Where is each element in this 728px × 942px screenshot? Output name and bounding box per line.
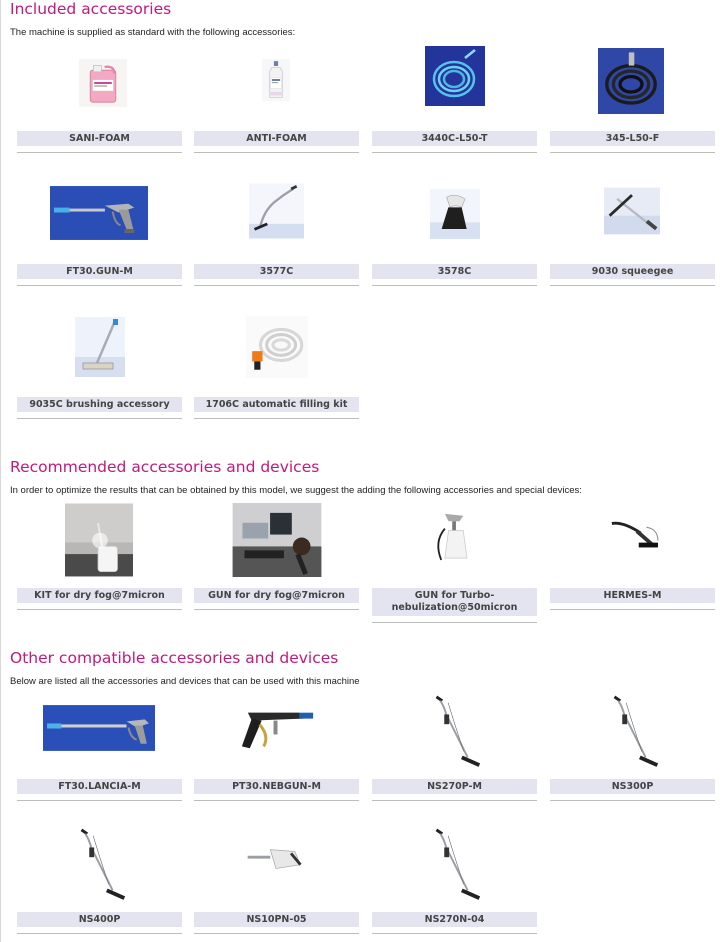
floor-nozzle-icon xyxy=(430,187,480,241)
accessory-label[interactable]: 9035C brushing accessory xyxy=(17,397,182,412)
hand-nozzle-icon xyxy=(242,836,308,884)
accessory-label[interactable]: NS300P xyxy=(550,779,715,794)
wand-floor-tool-icon xyxy=(69,826,129,904)
accessory-label[interactable]: FT30.GUN-M xyxy=(17,264,182,279)
device-label[interactable]: HERMES-M xyxy=(550,588,715,603)
divider xyxy=(17,418,182,419)
wand-floor-tool-icon xyxy=(424,693,484,771)
pink-canister-icon xyxy=(79,52,127,114)
white-bottle-icon xyxy=(262,50,290,110)
accessory-label[interactable]: 3578C xyxy=(372,264,537,279)
divider xyxy=(17,285,182,286)
neb-gun-icon xyxy=(230,702,324,758)
lance-gun-icon xyxy=(43,705,155,751)
accessory-label[interactable]: PT30.NEBGUN-M xyxy=(194,779,359,794)
divider xyxy=(372,800,537,801)
accessory-label[interactable]: ANTI-FOAM xyxy=(194,131,359,146)
device-label[interactable]: GUN for dry fog@7micron xyxy=(194,588,359,603)
other-accessories-title: Other compatible accessories and devices xyxy=(10,649,339,667)
blue-hose-icon xyxy=(425,45,485,107)
divider xyxy=(550,609,715,610)
divider xyxy=(372,622,537,623)
divider xyxy=(194,152,359,153)
accessory-label[interactable]: 345-L50-F xyxy=(550,131,715,146)
hermes-tool-icon xyxy=(604,510,662,558)
accessory-label[interactable]: NS400P xyxy=(17,912,182,927)
wand-floor-tool-icon xyxy=(602,693,662,771)
divider xyxy=(194,800,359,801)
spray-gun-icon xyxy=(50,186,148,240)
accessory-label[interactable]: NS10PN-05 xyxy=(194,912,359,927)
divider xyxy=(550,152,715,153)
device-label[interactable]: GUN for Turbo-nebulization@50micron xyxy=(372,588,537,616)
divider xyxy=(194,285,359,286)
accessory-label[interactable]: 1706C automatic filling kit xyxy=(194,397,359,412)
accessory-label[interactable]: 3440C-L50-T xyxy=(372,131,537,146)
divider xyxy=(372,285,537,286)
clear-hose-icon xyxy=(246,316,308,378)
accessory-label[interactable]: 9030 squeegee xyxy=(550,264,715,279)
other-accessories-subtitle: Below are listed all the accessories and devices that can be used with this machine xyxy=(10,676,360,687)
accessory-label[interactable]: 3577C xyxy=(194,264,359,279)
divider xyxy=(17,800,182,801)
wand-floor-tool-icon xyxy=(424,826,484,904)
divider xyxy=(17,609,182,610)
divider xyxy=(194,418,359,419)
squeegee-icon xyxy=(604,186,660,236)
divider xyxy=(17,152,182,153)
accessory-label[interactable]: NS270N-04 xyxy=(372,912,537,927)
fog-kit-icon xyxy=(65,503,133,577)
divider xyxy=(372,152,537,153)
divider xyxy=(372,933,537,934)
divider xyxy=(194,609,359,610)
divider xyxy=(194,933,359,934)
accessory-label[interactable]: FT30.LANCIA-M xyxy=(17,779,182,794)
included-accessories-subtitle: The machine is supplied as standard with the following accessories: xyxy=(10,27,296,38)
fog-gun-office-icon xyxy=(232,503,322,577)
included-accessories-title: Included accessories xyxy=(10,0,172,18)
black-hose-icon xyxy=(598,45,664,117)
brush-pole-icon xyxy=(75,316,125,378)
divider xyxy=(17,933,182,934)
accessory-label[interactable]: SANI-FOAM xyxy=(17,131,182,146)
recommended-accessories-subtitle: In order to optimize the results that can be obtained by this model, we suggest the adding the following accessories and special devices: xyxy=(10,485,582,496)
accessory-label[interactable]: NS270P-M xyxy=(372,779,537,794)
divider xyxy=(550,800,715,801)
recommended-accessories-title: Recommended accessories and devices xyxy=(10,458,320,476)
device-label[interactable]: KIT for dry fog@7micron xyxy=(17,588,182,603)
divider xyxy=(550,285,715,286)
turbo-gun-icon xyxy=(432,505,478,567)
curved-wand-icon xyxy=(249,180,304,242)
